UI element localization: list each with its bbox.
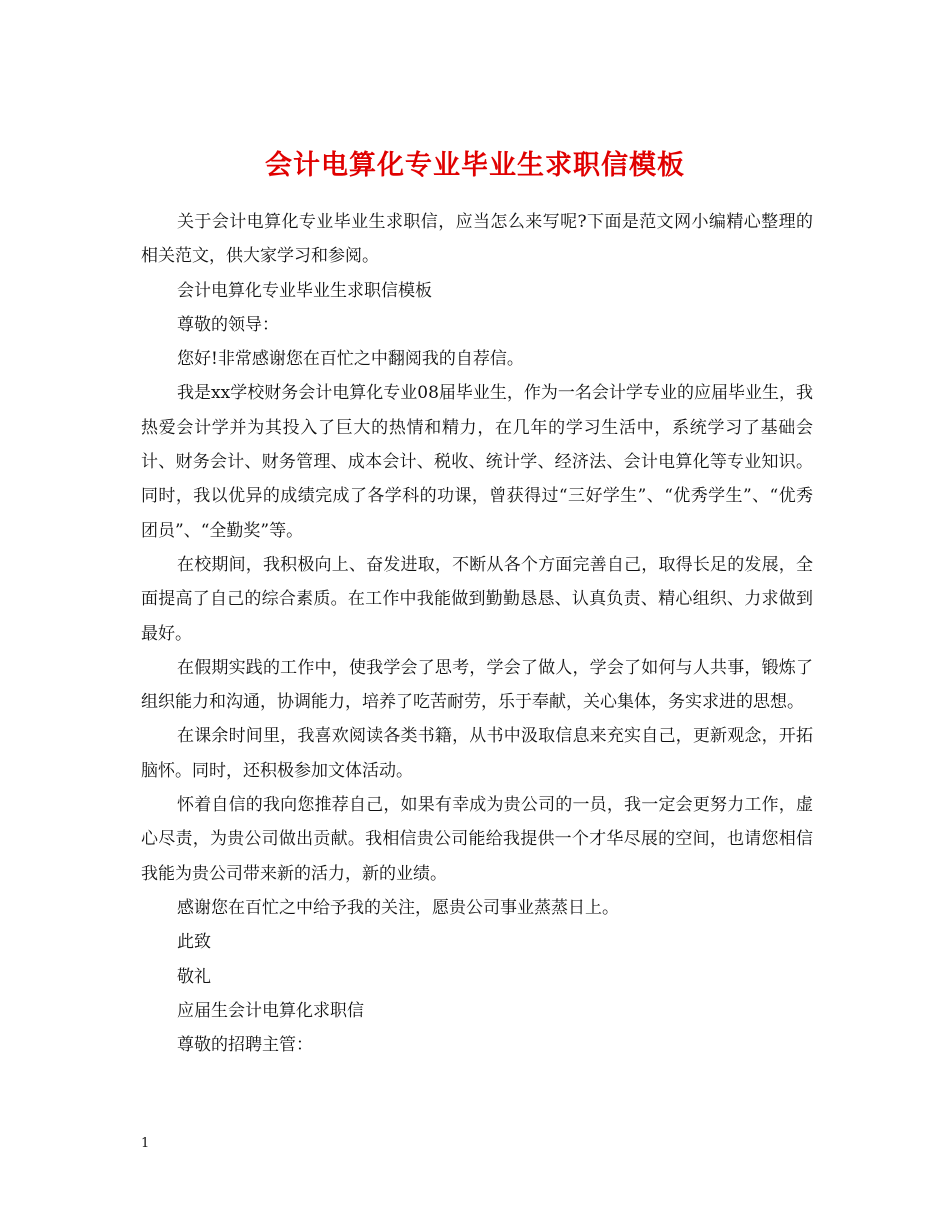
paragraph-thanks: 感谢您在百忙之中给予我的关注，愿贵公司事业蒸蒸日上。 xyxy=(177,897,619,918)
paragraph-intro: 关于会计电算化专业毕业生求职信，应当怎么来写呢?下面是范文网小编精心整理的相关范文，供大家学习和参阅。 xyxy=(141,212,813,267)
paragraph-greeting: 您好!非常感谢您在百忙之中翻阅我的自荐信。 xyxy=(177,349,524,370)
document-body xyxy=(141,205,813,1062)
paragraph-practice: 在假期实践的工作中，使我学会了思考，学会了做人，学会了如何与人共事，锻炼了组织能力和沟通，协调能力，培养了吃苦耐劳，乐于奉献，关心集体，务实求进的思想。 xyxy=(141,657,813,713)
page-number: 1 xyxy=(141,1136,150,1151)
paragraph-salutation: 尊敬的领导： xyxy=(177,314,279,335)
paragraph-recommendation: 怀着自信的我向您推荐自己，如果有幸成为贵公司的一员，我一定会更努力工作，虚心尽责，为贵公司做出贡献。我相信贵公司能给我提供一个才华尽展的空间，也请您相信我能为贵公司带来新的活力，新的业绩。 xyxy=(141,795,813,884)
paragraph-closing-1: 此致 xyxy=(177,932,211,953)
paragraph-background: 我是xx学校财务会计电算化专业08届毕业生，作为一名会计学专业的应届毕业生，我热爱会计学并为其投入了巨大的热情和精力，在几年的学习生活中，系统学习了基础会计、财务会计、财务管理、成本会计、税收、统计学、经济法、会计电算化等专业知识。同时，我以优异的成绩完成了各学科的功课，曾获得过“三好学生”、“优秀学生”、“优秀团员”、“全勤奖”等。 xyxy=(141,383,813,541)
paragraph-second-salutation: 尊敬的招聘主管： xyxy=(177,1035,313,1056)
paragraph-subtitle: 会计电算化专业毕业生求职信模板 xyxy=(177,280,432,301)
paragraph-spare-time: 在课余时间里，我喜欢阅读各类书籍，从书中汲取信息来充实自己，更新观念，开拓脑怀。同时，还积极参加文体活动。 xyxy=(141,726,813,781)
paragraph-school-period: 在校期间，我积极向上、奋发进取，不断从各个方面完善自己，取得长足的发展，全面提高了自己的综合素质。在工作中我能做到勤勤恳恳、认真负责、精心组织、力求做到最好。 xyxy=(141,554,813,644)
paragraph-second-title: 应届生会计电算化求职信 xyxy=(177,1000,364,1021)
page-title: 会计电算化专业毕业生求职信模板 xyxy=(265,150,685,182)
paragraph-closing-2: 敬礼 xyxy=(177,966,211,987)
